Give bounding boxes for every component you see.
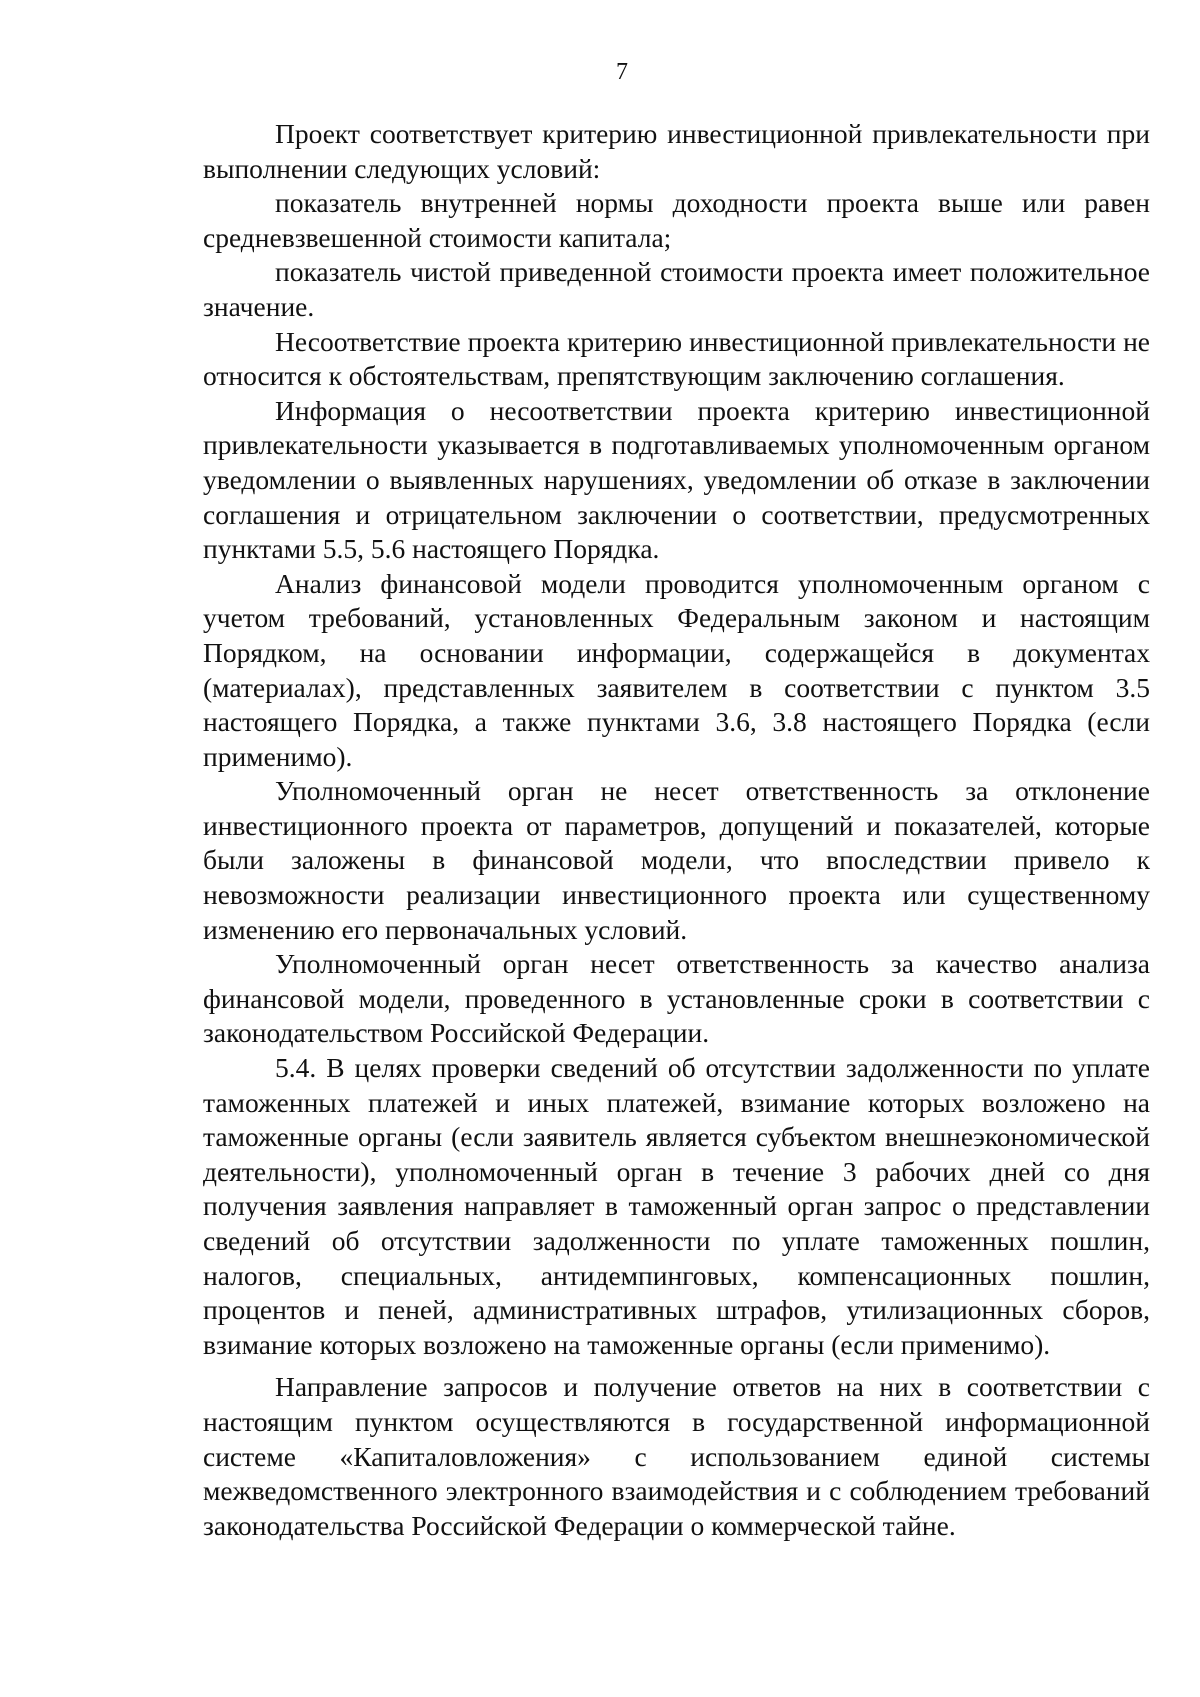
paragraph-clause-5-4: 5.4. В целях проверки сведений об отсутствии задолженности по уплате таможенных платежей и иных платежей, взимание которых возложено на таможенные органы (если заявитель является субъектом внешнеэкономической деятельности), уполномоченный орган в течение 3 рабочих дней со дня получения заявления направляет в таможенный орган запрос о представлении сведений об отсутствии задолженности по уплате таможенных пошлин, налогов, специальных, антидемпинговых, компенсационных пошлин, процентов и пеней, административных штрафов, утилизационных сборов, взимание которых возложено на таможенные органы (если применимо). [203,1052,1150,1360]
paragraph-npv-condition: показатель чистой приведенной стоимости проекта имеет положительное значение. [203,256,1150,322]
paragraph-criterion-conditions: Проект соответствует критерию инвестиционной привлекательности при выполнении следующих условий: [203,118,1150,184]
paragraph-requests-procedure: Направление запросов и получение ответов на них в соответствии с настоящим пунктом осуществляются в государственной информационной системе «Капиталовложения» с использованием единой системы межведомственного электронного взаимодействия и с соблюдением требований законодательства Российской Федерации о коммерческой тайне. [203,1371,1150,1541]
paragraph-noncompliance-info: Информация о несоответствии проекта критерию инвестиционной привлекательности указывается в подготавливаемых уполномоченным органом уведомлении о выявленных нарушениях, уведомлении об отказе в заключении соглашения и отрицательном заключении о соответствии, предусмотренных пунктами 5.5, 5.6 настоящего Порядка. [203,394,1150,565]
document-body [203,117,1150,1543]
paragraph-noncompliance: Несоответствие проекта критерию инвестиционной привлекательности не относится к обстоятельствам, препятствующим заключению соглашения. [203,325,1150,392]
paragraph-financial-model-analysis: Анализ финансовой модели проводится уполномоченным органом с учетом требований, установленных Федеральным законом и настоящим Порядком, на основании информации, содержащейся в документах (материалах), представленных заявителем в соответствии с пунктом 3.5 настоящего Порядка, а также пунктами 3.6, 3.8 настоящего Порядка (если применимо). [203,567,1150,772]
paragraph-liability-quality: Уполномоченный орган несет ответственность за качество анализа финансовой модели, проведенного в установленные сроки в соответствии с законодательством Российской Федерации. [203,948,1150,1049]
page-number: 7 [616,59,628,85]
paragraph-no-liability: Уполномоченный орган не несет ответственность за отклонение инвестиционного проекта от параметров, допущений и показателей, которые были заложены в финансовой модели, что впоследствии привело к невозможности реализации инвестиционного проекта или существенному изменению его первоначальных условий. [203,775,1150,945]
paragraph-irr-condition: показатель внутренней нормы доходности проекта выше или равен средневзвешенной стоимости капитала; [203,187,1150,253]
